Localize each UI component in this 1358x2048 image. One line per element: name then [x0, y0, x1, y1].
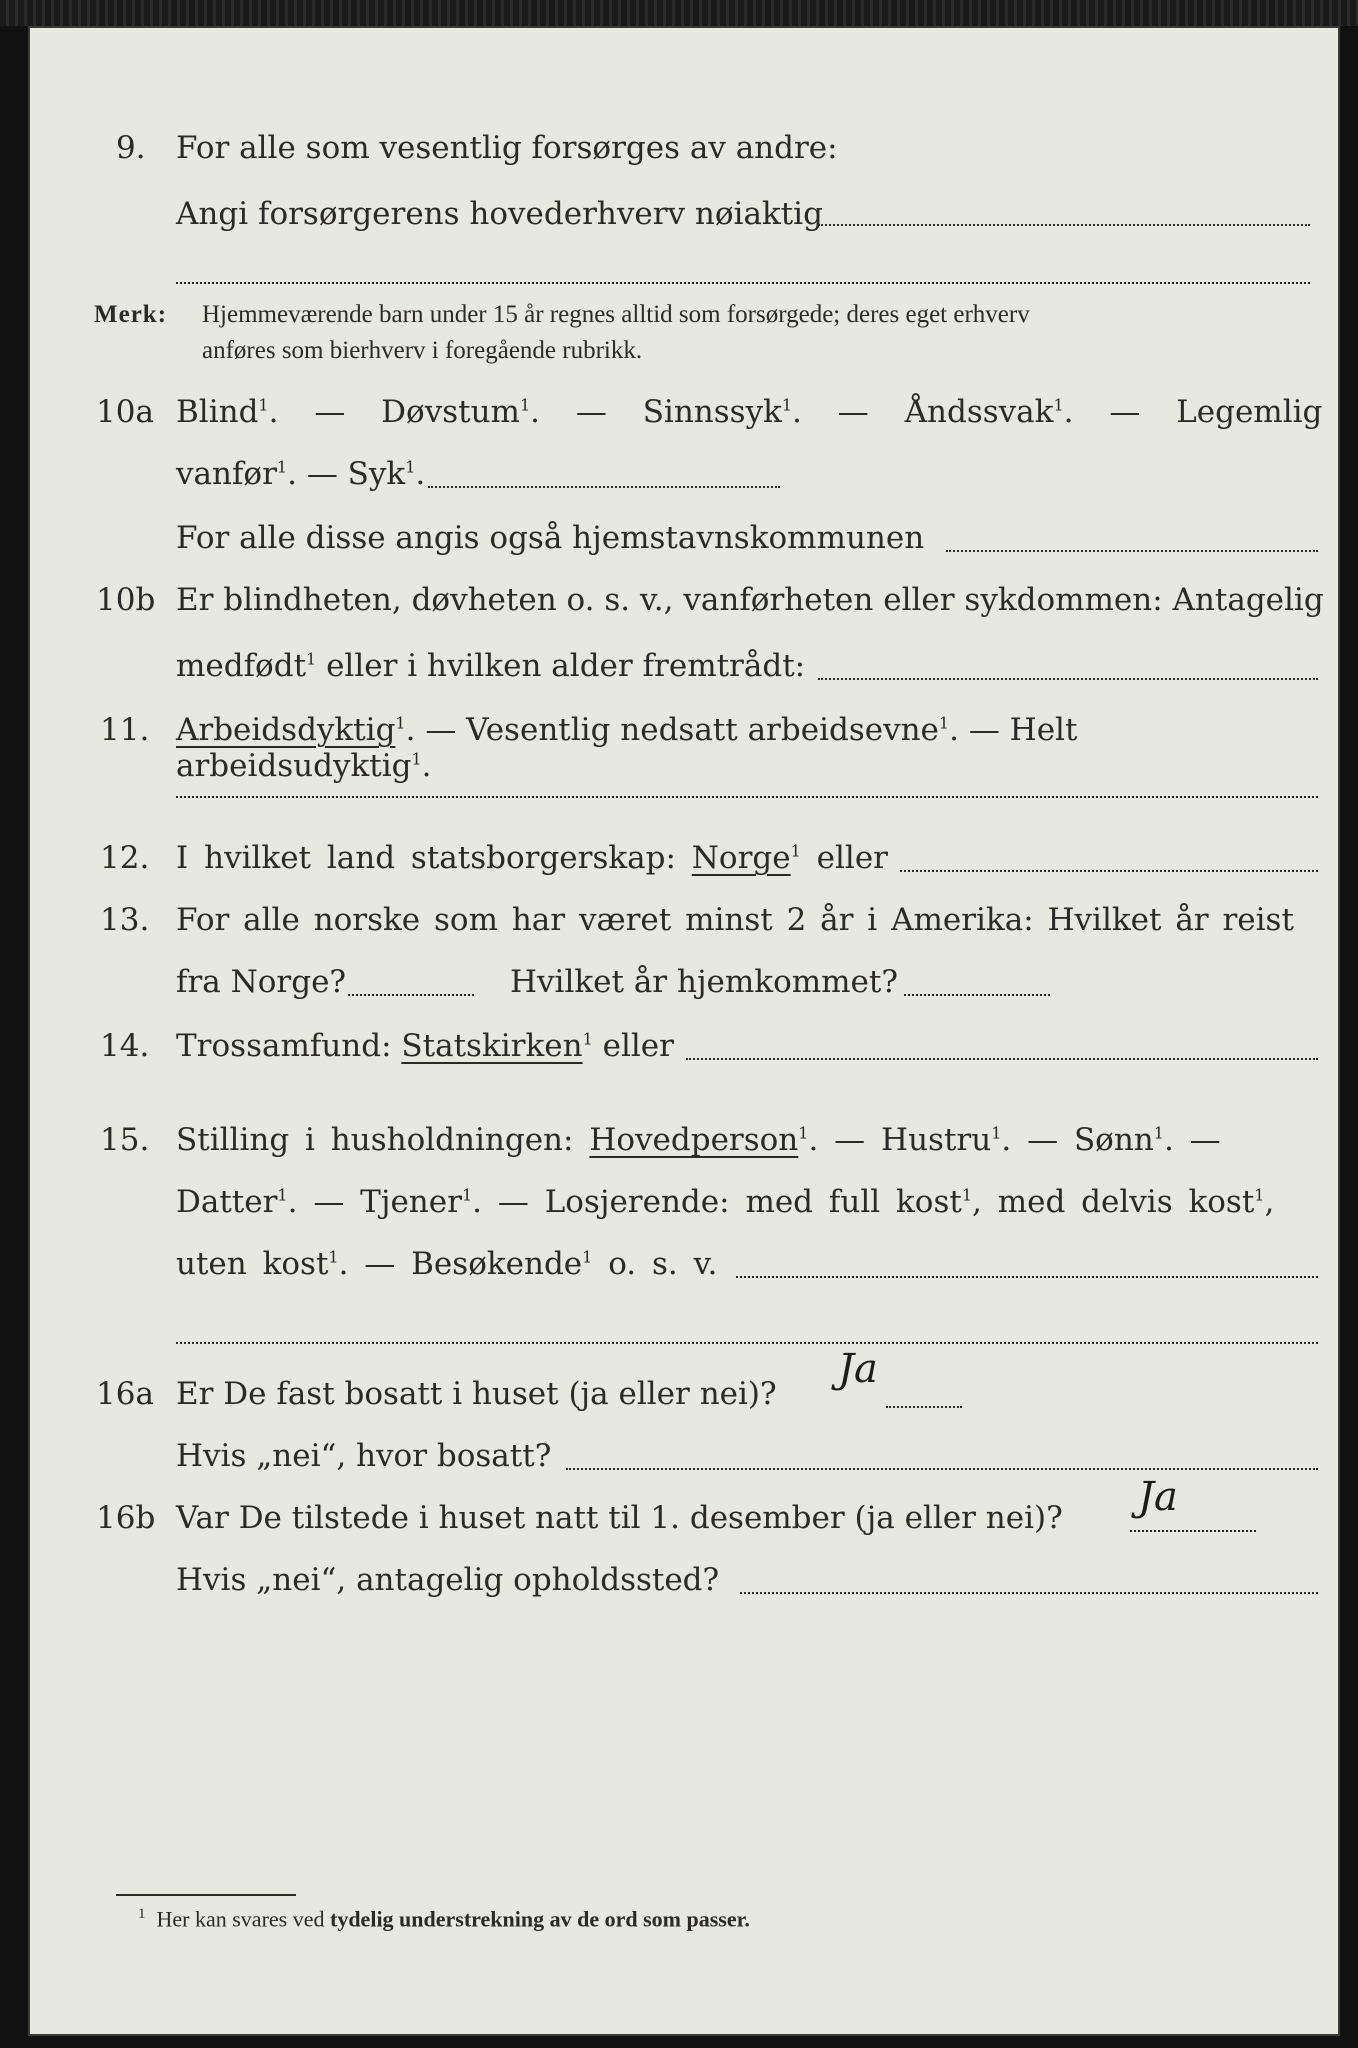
- q11-selected-option[interactable]: Arbeidsdyktig: [176, 712, 396, 748]
- q14-line1: Trossamfund: Statskirken$^1$ eller: [176, 1028, 674, 1064]
- q16a-answer-field[interactable]: [886, 1406, 962, 1408]
- q16a-line1: Er De fast bosatt i huset (ja eller nei)?: [176, 1376, 777, 1412]
- q11-line1: Arbeidsdyktig$^1$. — Vesentlig nedsatt arbeidsevne$^1$. — Helt arbeidsudyktig$^1$.: [176, 712, 1078, 784]
- q15-line1: Stilling i husholdningen: Hovedperson$^1$. — Hustru$^1$. — Sønn$^1$. —: [176, 1122, 1221, 1158]
- item-number-10b: 10b: [96, 582, 156, 618]
- q14-answer-field[interactable]: [686, 1058, 1318, 1060]
- q16a-handwritten-answer[interactable]: Ja: [838, 1346, 878, 1392]
- q9-answer-line-2[interactable]: [176, 282, 1310, 284]
- q16b-line2: Hvis „nei“, antagelig opholdssted?: [176, 1562, 720, 1598]
- q16b-handwritten-answer[interactable]: Ja: [1138, 1474, 1178, 1520]
- census-form-page: [28, 26, 1340, 2036]
- q10a-line3: For alle disse angis også hjemstavnskommunen: [176, 520, 925, 556]
- q16b-oppholdssted-field[interactable]: [740, 1592, 1318, 1594]
- q12-answer-field[interactable]: [900, 870, 1318, 872]
- item-number-11: 11.: [100, 712, 150, 748]
- item-number-16a: 16a: [96, 1376, 154, 1412]
- q12-selected-option[interactable]: Norge: [691, 840, 791, 876]
- item-number-12: 12.: [100, 840, 150, 876]
- q15-line3: uten kost$^1$. — Besøkende$^1$ o. s. v.: [176, 1246, 718, 1282]
- merk-line1: Hjemmeværende barn under 15 år regnes alltid som forsørgede; deres eget erhverv: [202, 301, 1030, 328]
- q9-line1: For alle som vesentlig forsørges av andre:: [176, 130, 838, 166]
- q10b-line1: Er blindheten, døvheten o. s. v., vanførheten eller sykdommen: Antagelig: [176, 582, 1324, 618]
- q16a-line2: Hvis „nei“, hvor bosatt?: [176, 1438, 552, 1474]
- q16b-answer-field[interactable]: [1130, 1530, 1256, 1532]
- item-number-14: 14.: [100, 1028, 150, 1064]
- item-number-9: 9.: [116, 130, 146, 166]
- q16a-bosatt-field[interactable]: [566, 1468, 1318, 1470]
- q10a-line1: Blind$^1$. — Døvstum$^1$. — Sinnssyk$^1$. — Åndssvak$^1$. — Legemlig: [176, 394, 1323, 430]
- q15-answer-line[interactable]: [176, 1342, 1318, 1344]
- q10b-answer-field[interactable]: [818, 678, 1318, 680]
- merk-label: Merk:: [94, 301, 168, 328]
- film-edge: [0, 0, 1358, 26]
- q12-line1: I hvilket land statsborgerskap: Norge$^1$ eller: [176, 840, 888, 876]
- q10a-answer-field[interactable]: [428, 486, 780, 488]
- q15-selected-option[interactable]: Hovedperson: [589, 1122, 799, 1158]
- q15-answer-field[interactable]: [736, 1276, 1318, 1278]
- q13-reist-field[interactable]: [348, 994, 474, 996]
- q9-line2: Angi forsørgerens hovederhverv nøiaktig: [176, 196, 823, 232]
- merk-line2: anføres som bierhverv i foregående rubrikk.: [202, 337, 643, 364]
- q13-line2a: fra Norge?: [176, 964, 347, 1000]
- q14-selected-option[interactable]: Statskirken: [401, 1028, 583, 1064]
- item-number-10a: 10a: [96, 394, 154, 430]
- q16b-line1: Var De tilstede i huset natt til 1. desember (ja eller nei)?: [176, 1500, 1063, 1536]
- q13-line2b: Hvilket år hjemkommet?: [510, 964, 898, 1000]
- footnote-divider: [116, 1894, 296, 1896]
- item-number-16b: 16b: [96, 1500, 156, 1536]
- q10b-line2: medfødt$^1$ eller i hvilken alder fremtrådt:: [176, 648, 806, 684]
- q13-hjemkommet-field[interactable]: [904, 994, 1050, 996]
- item-number-15: 15.: [100, 1122, 150, 1158]
- q15-line2: Datter$^1$. — Tjener$^1$. — Losjerende: med full kost$^1$, med delvis kost$^1$,: [176, 1184, 1275, 1220]
- q13-line1: For alle norske som har været minst 2 år i Amerika: Hvilket år reist: [176, 902, 1294, 938]
- q10a-line2: vanfør$^1$. — Syk$^1$.: [176, 456, 426, 492]
- footnote: $^1$ Her kan svares ved tydelig understrekning av de ord som passer.: [138, 1906, 750, 1932]
- q11-answer-line[interactable]: [176, 796, 1318, 798]
- q9-answer-field[interactable]: [818, 224, 1310, 226]
- item-number-13: 13.: [100, 902, 150, 938]
- q10a-hjemstavn-field[interactable]: [946, 550, 1318, 552]
